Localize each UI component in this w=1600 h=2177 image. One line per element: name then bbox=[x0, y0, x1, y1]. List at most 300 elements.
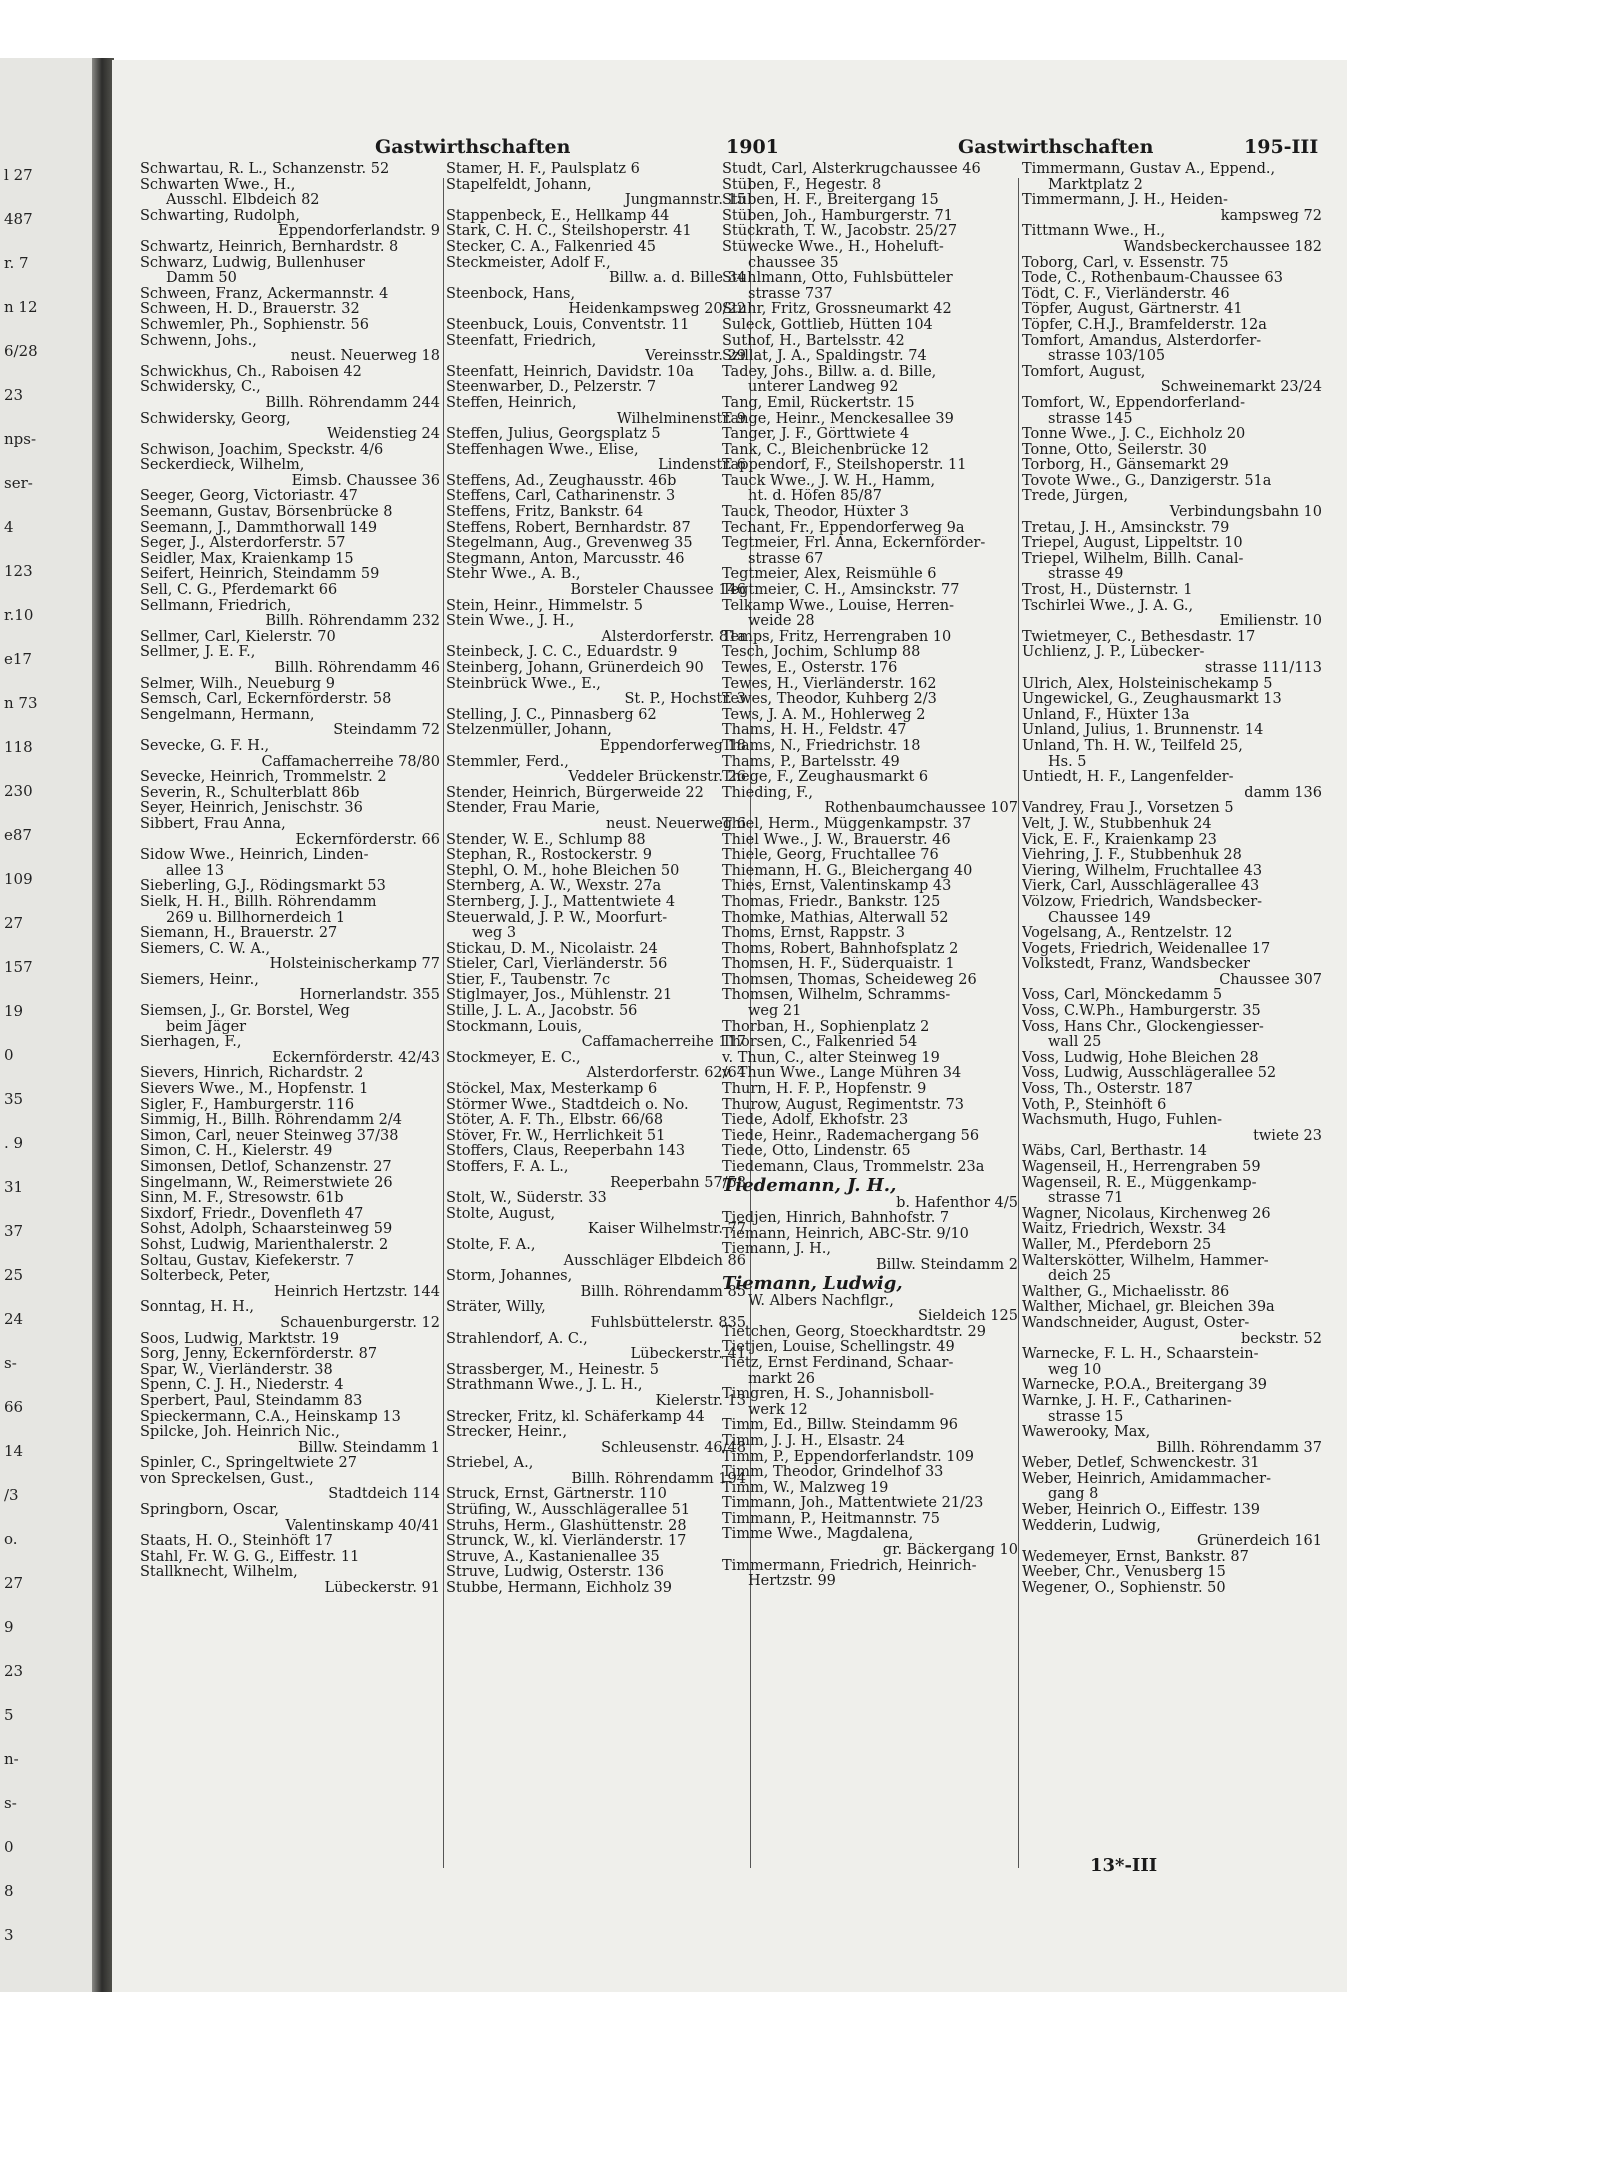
directory-entry bbox=[446, 755, 746, 786]
entry-address-line: gang 8 bbox=[1048, 1487, 1099, 1503]
entry-name-line: Tonne, Otto, Seilerstr. 30 bbox=[1022, 442, 1207, 458]
entry-address-line: Reeperbahn 57/58 bbox=[610, 1175, 746, 1191]
entry-name-line: Stuhlmann, Otto, Fuhlsbütteler bbox=[722, 271, 953, 287]
directory-entry bbox=[1022, 1176, 1322, 1207]
entry-name-line: Thurow, August, Regimentstr. 73 bbox=[722, 1097, 965, 1113]
entry-name-line: Thams, P., Bartelsstr. 49 bbox=[722, 754, 900, 770]
entry-name-line: Walther, Michael, gr. Bleichen 39a bbox=[1022, 1300, 1275, 1316]
directory-entry bbox=[446, 942, 746, 958]
directory-entry bbox=[446, 256, 746, 287]
directory-entry bbox=[446, 1534, 746, 1550]
entry-address-line: Billh. Röhrendamm 194 bbox=[571, 1471, 746, 1487]
directory-entry bbox=[140, 334, 440, 365]
entry-name-line: Stamer, H. F., Paulsplatz 6 bbox=[446, 162, 640, 177]
entry-address-line: Chaussee 307 bbox=[1219, 972, 1322, 988]
directory-entry bbox=[1022, 942, 1322, 958]
entry-address-line: strasse 49 bbox=[1048, 567, 1124, 583]
directory-entry bbox=[722, 833, 1018, 849]
entry-name-line: Schwison, Joachim, Speckstr. 4/6 bbox=[140, 442, 384, 458]
directory-entry bbox=[140, 1254, 440, 1270]
column-4 bbox=[1022, 162, 1322, 1597]
entry-address-line: Weidenstieg 24 bbox=[327, 427, 440, 443]
directory-entry bbox=[140, 801, 440, 817]
directory-entry bbox=[446, 474, 746, 490]
entry-address-line: Heidenkampsweg 20/22 bbox=[568, 302, 746, 318]
directory-entry bbox=[1022, 599, 1322, 630]
entry-address-line: Marktplatz 2 bbox=[1048, 177, 1143, 193]
entry-name-line: Steinbeck, J. C. C., Eduardstr. 9 bbox=[446, 645, 678, 661]
directory-entry bbox=[140, 412, 440, 443]
entry-name-line: Stahl, Fr. W. G. G., Eiffestr. 11 bbox=[140, 1549, 360, 1565]
entry-name-line: Siemann, H., Brauerstr. 27 bbox=[140, 926, 338, 942]
directory-entry bbox=[722, 1066, 1018, 1082]
entry-address-line: weg 10 bbox=[1048, 1362, 1102, 1378]
directory-entry bbox=[722, 1082, 1018, 1098]
directory-entry bbox=[140, 1347, 440, 1363]
directory-entry bbox=[140, 739, 440, 770]
entry-name-line: Tang, Emil, Rückertstr. 15 bbox=[722, 395, 915, 411]
directory-entry bbox=[1022, 1425, 1322, 1456]
entry-name-line: Timgren, H. S., Johannisboll- bbox=[722, 1387, 934, 1403]
entry-name-line: Trede, Jürgen, bbox=[1022, 489, 1129, 505]
entry-address-line: ht. d. Höfen 85/87 bbox=[748, 489, 882, 505]
entry-name-line: Wandschneider, August, Oster- bbox=[1022, 1315, 1250, 1331]
directory-entry bbox=[1022, 1222, 1322, 1238]
entry-name-line: Weber, Heinrich, Amidammacher- bbox=[1022, 1471, 1271, 1487]
entry-name-line: Stockmeyer, E. C., bbox=[446, 1050, 581, 1066]
directory-entry bbox=[722, 521, 1018, 537]
directory-entry bbox=[722, 755, 1018, 771]
entry-name-line: Tomfort, W., Eppendorferland- bbox=[1022, 395, 1245, 411]
directory-entry bbox=[722, 1144, 1018, 1160]
directory-entry bbox=[140, 1238, 440, 1254]
entry-name-line: Timmermann, Gustav A., Eppend., bbox=[1022, 162, 1276, 177]
directory-entry bbox=[1022, 770, 1322, 801]
directory-entry bbox=[1022, 521, 1322, 537]
directory-entry bbox=[446, 988, 746, 1004]
directory-entry bbox=[446, 1238, 746, 1269]
entry-name-line: Stoffers, Claus, Reeperbahn 143 bbox=[446, 1144, 686, 1160]
column-rule bbox=[443, 178, 444, 1868]
entry-name-line: Simon, C. H., Kielerstr. 49 bbox=[140, 1144, 333, 1160]
entry-name-line: Simon, Carl, neuer Steinweg 37/38 bbox=[140, 1128, 399, 1144]
directory-entry bbox=[1022, 677, 1322, 693]
directory-entry bbox=[1022, 1113, 1322, 1144]
left-page-fragment: 35 bbox=[4, 1090, 24, 1108]
footer-page-mark: 13*-III bbox=[1090, 1855, 1158, 1876]
directory-entry bbox=[1022, 1550, 1322, 1566]
directory-entry bbox=[446, 365, 746, 381]
directory-entry bbox=[446, 661, 746, 677]
entry-address-line: neust. Neuerweg 6 bbox=[606, 816, 746, 832]
directory-entry bbox=[722, 536, 1018, 567]
entry-name-line: Tiemann, Ludwig, bbox=[722, 1273, 903, 1294]
entry-address-line: Schleusenstr. 46/48 bbox=[601, 1440, 746, 1456]
entry-name-line: Tewes, Theodor, Kuhberg 2/3 bbox=[722, 692, 937, 708]
entry-name-line: Wedemeyer, Ernst, Bankstr. 87 bbox=[1022, 1549, 1249, 1565]
directory-entry bbox=[1022, 1020, 1322, 1051]
directory-entry bbox=[140, 552, 440, 568]
entry-address-line: strasse 145 bbox=[1048, 411, 1133, 427]
directory-entry bbox=[140, 895, 440, 926]
directory-entry bbox=[722, 1274, 1018, 1325]
directory-entry bbox=[446, 1550, 746, 1566]
entry-address-line: unterer Landweg 92 bbox=[748, 380, 899, 396]
header-right-title: Gastwirthschaften bbox=[958, 136, 1154, 158]
entry-name-line: Tewes, E., Osterstr. 176 bbox=[722, 661, 898, 676]
directory-entry bbox=[722, 1512, 1018, 1528]
directory-entry bbox=[722, 1559, 1018, 1590]
entry-name-line: Tietchen, Georg, Stoeckhardtstr. 29 bbox=[722, 1324, 986, 1340]
directory-entry bbox=[140, 1550, 440, 1566]
entry-name-line: Tiemann, Heinrich, ABC-Str. 9/10 bbox=[722, 1226, 969, 1242]
entry-name-line: Strahlendorf, A. C., bbox=[446, 1331, 588, 1347]
entry-name-line: Stüben, H. F., Breitergang 15 bbox=[722, 193, 939, 209]
entry-name-line: Voss, Ludwig, Ausschlägerallee 52 bbox=[1022, 1066, 1277, 1082]
entry-name-line: Tews, J. A. M., Hohlerweg 2 bbox=[722, 707, 926, 723]
entry-name-line: Sixdorf, Friedr., Dovenfleth 47 bbox=[140, 1206, 364, 1222]
left-page-fragment: r. 7 bbox=[4, 254, 29, 272]
left-page-fragment: 0 bbox=[4, 1046, 14, 1064]
entry-name-line: Unland, Th. H. W., Teilfeld 25, bbox=[1022, 738, 1243, 754]
directory-entry bbox=[1022, 817, 1322, 833]
directory-entry bbox=[1022, 287, 1322, 303]
directory-entry bbox=[140, 240, 440, 256]
directory-entry bbox=[446, 708, 746, 724]
entry-name-line: Stiglmayer, Jos., Mühlenstr. 21 bbox=[446, 988, 673, 1004]
directory-entry bbox=[1022, 879, 1322, 895]
left-page-fragment: 23 bbox=[4, 386, 24, 404]
directory-entry bbox=[722, 318, 1018, 334]
directory-entry bbox=[140, 1425, 440, 1456]
entry-address-line: chaussee 35 bbox=[748, 255, 839, 271]
entry-name-line: Thoms, Ernst, Rappstr. 3 bbox=[722, 926, 905, 942]
entry-name-line: Stegelmann, Aug., Grevenweg 35 bbox=[446, 536, 693, 552]
entry-address-line: Hs. 5 bbox=[1048, 754, 1087, 770]
entry-address-line: Sieldeich 125 bbox=[917, 1309, 1018, 1325]
directory-entry bbox=[140, 1410, 440, 1426]
entry-name-line: Stender, Heinrich, Bürgerweide 22 bbox=[446, 785, 704, 801]
entry-name-line: Thege, F., Zeughausmarkt 6 bbox=[722, 770, 929, 786]
entry-name-line: Wagenseil, H., Herrengraben 59 bbox=[1022, 1160, 1261, 1175]
directory-entry bbox=[1022, 334, 1322, 365]
entry-name-line: Tauck Wwe., J. W. H., Hamm, bbox=[722, 473, 936, 489]
entry-name-line: Störmer Wwe., Stadtdeich o. No. bbox=[446, 1097, 689, 1113]
directory-entry bbox=[722, 988, 1018, 1019]
entry-name-line: Strathmann Wwe., J. L. H., bbox=[446, 1378, 643, 1394]
entry-name-line: Tietz, Ernst Ferdinand, Schaar- bbox=[722, 1355, 954, 1371]
left-page-fragment: l 27 bbox=[4, 166, 33, 184]
directory-entry bbox=[722, 1211, 1018, 1227]
entry-address-line: Grünerdeich 161 bbox=[1197, 1534, 1322, 1550]
entry-name-line: Singelmann, W., Reimerstwiete 26 bbox=[140, 1175, 393, 1191]
directory-entry bbox=[1022, 1098, 1322, 1114]
directory-entry bbox=[1022, 365, 1322, 396]
directory-entry bbox=[722, 1113, 1018, 1129]
entry-name-line: Tiede, Heinr., Rademachergang 56 bbox=[722, 1128, 980, 1144]
directory-entry bbox=[446, 396, 746, 427]
directory-entry bbox=[1022, 1456, 1322, 1472]
entry-name-line: Völzow, Friedrich, Wandsbecker- bbox=[1022, 894, 1263, 910]
entry-address-line: Alsterdorferstr. 81a bbox=[601, 629, 746, 645]
entry-name-line: Thomke, Mathias, Alterwall 52 bbox=[722, 910, 949, 926]
directory-entry bbox=[140, 1004, 440, 1035]
directory-entry bbox=[1022, 256, 1322, 272]
column-3 bbox=[722, 162, 1018, 1590]
entry-name-line: Stille, J. L. A., Jacobstr. 56 bbox=[446, 1004, 638, 1020]
entry-name-line: Wegener, O., Sophienstr. 50 bbox=[1022, 1581, 1226, 1597]
entry-name-line: Spar, W., Vierländerstr. 38 bbox=[140, 1362, 333, 1378]
entry-address-line: Billh. Röhrendamm 37 bbox=[1156, 1440, 1322, 1456]
directory-entry bbox=[140, 1035, 440, 1066]
directory-entry bbox=[140, 1378, 440, 1394]
directory-entry bbox=[446, 443, 746, 474]
directory-entry bbox=[140, 817, 440, 848]
directory-entry bbox=[140, 1534, 440, 1550]
left-page-fragment: 27 bbox=[4, 1574, 24, 1592]
entry-name-line: Thorban, H., Sophienplatz 2 bbox=[722, 1019, 930, 1035]
entry-name-line: Stüben, F., Hegestr. 8 bbox=[722, 177, 882, 193]
entry-name-line: Thieding, F., bbox=[722, 785, 814, 801]
left-page-fragment: 157 bbox=[4, 958, 33, 976]
directory-entry bbox=[140, 786, 440, 802]
entry-name-line: Simonsen, Detlof, Schanzenstr. 27 bbox=[140, 1160, 392, 1175]
entry-name-line: Seeger, Georg, Victoriastr. 47 bbox=[140, 489, 358, 505]
directory-entry bbox=[140, 708, 440, 739]
entry-name-line: Suthof, H., Bartelsstr. 42 bbox=[722, 333, 905, 349]
entry-name-line: Warnecke, P.O.A., Breitergang 39 bbox=[1022, 1378, 1267, 1394]
entry-name-line: Wawerooky, Max, bbox=[1022, 1425, 1151, 1441]
directory-entry bbox=[722, 708, 1018, 724]
directory-entry bbox=[446, 1082, 746, 1098]
directory-entry bbox=[722, 661, 1018, 677]
entry-name-line: Tomfort, Amandus, Alsterdorfer- bbox=[1022, 333, 1262, 349]
directory-entry bbox=[1022, 224, 1322, 255]
entry-name-line: Voss, C.W.Ph., Hamburgerstr. 35 bbox=[1022, 1004, 1261, 1020]
directory-entry bbox=[1022, 1503, 1322, 1519]
entry-name-line: Walther, G., Michaelisstr. 86 bbox=[1022, 1284, 1230, 1300]
directory-entry bbox=[140, 973, 440, 1004]
entry-address-line: kampsweg 72 bbox=[1220, 208, 1322, 224]
entry-name-line: Untiedt, H. F., Langenfelder- bbox=[1022, 770, 1234, 786]
entry-address-line: Rothenbaumchaussee 107 bbox=[824, 801, 1018, 817]
left-page-fragment: e17 bbox=[4, 650, 32, 668]
left-page-fragment: 6/28 bbox=[4, 342, 38, 360]
directory-entry bbox=[140, 1082, 440, 1098]
directory-entry bbox=[1022, 1066, 1322, 1082]
directory-entry bbox=[446, 895, 746, 911]
entry-name-line: Töpfer, August, Gärtnerstr. 41 bbox=[1022, 302, 1243, 318]
entry-address-line: Billh. Röhrendamm 85 bbox=[580, 1284, 746, 1300]
directory-entry bbox=[1022, 1316, 1322, 1347]
entry-address-line: Lindenstr. 6 bbox=[658, 458, 746, 474]
directory-entry bbox=[446, 973, 746, 989]
entry-address-line: neust. Neuerweg 18 bbox=[290, 349, 440, 365]
entry-name-line: Sperbert, Paul, Steindamm 83 bbox=[140, 1393, 363, 1409]
left-page-fragment: e87 bbox=[4, 826, 32, 844]
directory-entry bbox=[722, 1325, 1018, 1341]
directory-entry bbox=[446, 162, 746, 178]
left-page-fragment: 27 bbox=[4, 914, 24, 932]
entry-address-line: gr. Bäckergang 10 bbox=[882, 1543, 1018, 1559]
directory-entry bbox=[1022, 552, 1322, 583]
directory-entry bbox=[722, 302, 1018, 318]
directory-entry bbox=[446, 848, 746, 864]
entry-name-line: Tonne Wwe., J. C., Eichholz 20 bbox=[1022, 427, 1246, 443]
entry-name-line: Thomsen, H. F., Süderquaistr. 1 bbox=[722, 957, 955, 973]
entry-name-line: Steenbuck, Louis, Conventstr. 11 bbox=[446, 317, 690, 333]
directory-entry bbox=[446, 833, 746, 849]
entry-name-line: Sievers Wwe., M., Hopfenstr. 1 bbox=[140, 1082, 369, 1098]
entry-name-line: Thams, H. H., Feldstr. 47 bbox=[722, 723, 907, 739]
entry-name-line: Warnke, J. H. F., Catharinen- bbox=[1022, 1393, 1232, 1409]
entry-address-line: Schauenburgerstr. 12 bbox=[280, 1315, 440, 1331]
directory-entry bbox=[722, 630, 1018, 646]
directory-entry bbox=[446, 287, 746, 318]
directory-entry bbox=[446, 1207, 746, 1238]
directory-entry bbox=[140, 848, 440, 879]
directory-entry bbox=[446, 1020, 746, 1051]
entry-name-line: Tretau, J. H., Amsinckstr. 79 bbox=[1022, 520, 1230, 536]
entry-name-line: Uchlienz, J. P., Lübecker- bbox=[1022, 645, 1205, 661]
directory-entry bbox=[1022, 988, 1322, 1004]
entry-name-line: Strecker, Fritz, kl. Schäferkamp 44 bbox=[446, 1409, 705, 1425]
directory-entry bbox=[722, 645, 1018, 661]
entry-name-line: Schwarz, Ludwig, Bullenhuser bbox=[140, 255, 365, 271]
entry-name-line: Struve, Ludwig, Osterstr. 136 bbox=[446, 1565, 664, 1581]
entry-name-line: Sieberling, G.J., Rödingsmarkt 53 bbox=[140, 879, 386, 895]
entry-name-line: Tegtmeier, C. H., Amsinckstr. 77 bbox=[722, 583, 960, 599]
entry-name-line: Tiede, Otto, Lindenstr. 65 bbox=[722, 1144, 911, 1160]
entry-name-line: Stöter, A. F. Th., Elbstr. 66/68 bbox=[446, 1113, 664, 1129]
entry-name-line: Steffens, Carl, Catharinenstr. 3 bbox=[446, 489, 676, 505]
entry-name-line: Timmermann, J. H., Heiden- bbox=[1022, 193, 1228, 209]
directory-entry bbox=[140, 1066, 440, 1082]
directory-entry bbox=[140, 209, 440, 240]
directory-entry bbox=[446, 879, 746, 895]
entry-address-line: Wandsbeckerchaussee 182 bbox=[1123, 239, 1322, 255]
directory-entry bbox=[446, 599, 746, 615]
directory-entry bbox=[1022, 1207, 1322, 1223]
entry-address-line: Heinrich Hertzstr. 144 bbox=[274, 1284, 440, 1300]
entry-name-line: Sievers, Hinrich, Richardstr. 2 bbox=[140, 1066, 364, 1082]
directory-entry bbox=[722, 817, 1018, 833]
left-page-fragment: 8 bbox=[4, 1882, 14, 1900]
column-rule bbox=[1018, 178, 1019, 1868]
entry-name-line: Sinn, M. F., Stresowstr. 61b bbox=[140, 1191, 344, 1207]
directory-entry bbox=[722, 1227, 1018, 1243]
entry-name-line: Thomas, Friedr., Bankstr. 125 bbox=[722, 894, 941, 910]
entry-name-line: Tschirlei Wwe., J. A. G., bbox=[1022, 598, 1194, 614]
directory-entry bbox=[140, 583, 440, 599]
entry-name-line: Schwarten Wwe., H., bbox=[140, 177, 296, 193]
entry-name-line: Stöckel, Max, Mesterkamp 6 bbox=[446, 1082, 658, 1098]
entry-address-line: markt 26 bbox=[748, 1371, 815, 1387]
directory-entry bbox=[1022, 895, 1322, 926]
directory-entry bbox=[722, 396, 1018, 412]
directory-entry bbox=[722, 1481, 1018, 1497]
entry-name-line: Seckerdieck, Wilhelm, bbox=[140, 458, 305, 474]
directory-entry bbox=[140, 521, 440, 537]
entry-name-line: Wagner, Nicolaus, Kirchenweg 26 bbox=[1022, 1206, 1271, 1222]
directory-entry bbox=[1022, 630, 1322, 646]
left-page-fragment: 24 bbox=[4, 1310, 24, 1328]
entry-name-line: Ulrich, Alex, Holsteinischekamp 5 bbox=[1022, 676, 1273, 692]
entry-address-line: deich 25 bbox=[1048, 1269, 1112, 1285]
directory-entry bbox=[1022, 926, 1322, 942]
entry-name-line: Strüfing, W., Ausschlägerallee 51 bbox=[446, 1503, 691, 1519]
entry-address-line: Hertzstr. 99 bbox=[748, 1574, 836, 1590]
directory-entry bbox=[446, 489, 746, 505]
directory-entry bbox=[446, 1456, 746, 1487]
entry-name-line: Tiedjen, Hinrich, Bahnhofstr. 7 bbox=[722, 1211, 950, 1227]
left-page-fragment: n 73 bbox=[4, 694, 38, 712]
entry-name-line: Velt, J. W., Stubbenhuk 24 bbox=[1022, 816, 1212, 832]
entry-name-line: Sellmer, J. E. F., bbox=[140, 645, 256, 661]
entry-address-line: Billh. Röhrendamm 232 bbox=[265, 614, 440, 630]
entry-name-line: Strecker, Heinr., bbox=[446, 1425, 568, 1441]
entry-name-line: Soos, Ludwig, Marktstr. 19 bbox=[140, 1331, 340, 1347]
directory-entry bbox=[140, 1456, 440, 1472]
entry-name-line: Stuhr, Fritz, Grossneumarkt 42 bbox=[722, 302, 952, 318]
entry-name-line: Steffens, Fritz, Bankstr. 64 bbox=[446, 505, 644, 521]
directory-entry bbox=[140, 879, 440, 895]
entry-address-line: strasse 111/113 bbox=[1204, 661, 1322, 676]
directory-entry bbox=[722, 505, 1018, 521]
directory-entry bbox=[722, 770, 1018, 786]
entry-name-line: Weber, Detlef, Schwenckestr. 31 bbox=[1022, 1456, 1260, 1472]
directory-entry bbox=[140, 1176, 440, 1192]
entry-name-line: Stockmann, Louis, bbox=[446, 1019, 583, 1035]
directory-entry bbox=[140, 1207, 440, 1223]
entry-name-line: Seger, J., Alsterdorferstr. 57 bbox=[140, 536, 346, 552]
entry-name-line: Schwartz, Heinrich, Bernhardstr. 8 bbox=[140, 239, 399, 255]
directory-entry bbox=[1022, 536, 1322, 552]
left-page-fragment: . 9 bbox=[4, 1134, 24, 1152]
left-page-fragment: 19 bbox=[4, 1002, 24, 1020]
directory-entry bbox=[446, 1332, 746, 1363]
directory-entry bbox=[1022, 1519, 1322, 1550]
directory-entry bbox=[446, 1129, 746, 1145]
entry-name-line: Sorg, Jenny, Eckernförderstr. 87 bbox=[140, 1347, 378, 1363]
directory-entry bbox=[722, 1496, 1018, 1512]
entry-name-line: Selmer, Wilh., Neueburg 9 bbox=[140, 676, 335, 692]
left-page-fragment: 118 bbox=[4, 738, 33, 756]
entry-address-line: allee 13 bbox=[166, 863, 225, 879]
directory-entry bbox=[722, 1129, 1018, 1145]
left-page-fragment: 37 bbox=[4, 1222, 24, 1240]
entry-name-line: Spilcke, Joh. Heinrich Nic., bbox=[140, 1425, 340, 1441]
entry-name-line: Stephan, R., Rostockerstr. 9 bbox=[446, 848, 653, 864]
left-page-fragment: 25 bbox=[4, 1266, 24, 1284]
directory-entry bbox=[140, 1191, 440, 1207]
entry-address-line: Eppendorferlandstr. 9 bbox=[278, 224, 440, 240]
directory-entry bbox=[722, 926, 1018, 942]
directory-entry bbox=[446, 1487, 746, 1503]
entry-name-line: Sellmer, Carl, Kielerstr. 70 bbox=[140, 629, 336, 645]
entry-address-line: werk 12 bbox=[748, 1402, 808, 1418]
directory-entry bbox=[140, 1144, 440, 1160]
entry-name-line: Strassberger, M., Heinestr. 5 bbox=[446, 1362, 659, 1378]
entry-name-line: Schween, H. D., Brauerstr. 32 bbox=[140, 302, 360, 318]
left-page-fragment: 3 bbox=[4, 1926, 14, 1944]
column-2 bbox=[446, 162, 746, 1597]
entry-name-line: Waller, M., Pferdeborn 25 bbox=[1022, 1237, 1212, 1253]
entry-name-line: Timmann, Joh., Mattentwiete 21/23 bbox=[722, 1496, 984, 1512]
entry-name-line: Timme Wwe., Magdalena, bbox=[722, 1527, 914, 1543]
entry-name-line: Timmermann, Friedrich, Heinrich- bbox=[722, 1558, 977, 1574]
left-page-fragment: 66 bbox=[4, 1398, 24, 1416]
